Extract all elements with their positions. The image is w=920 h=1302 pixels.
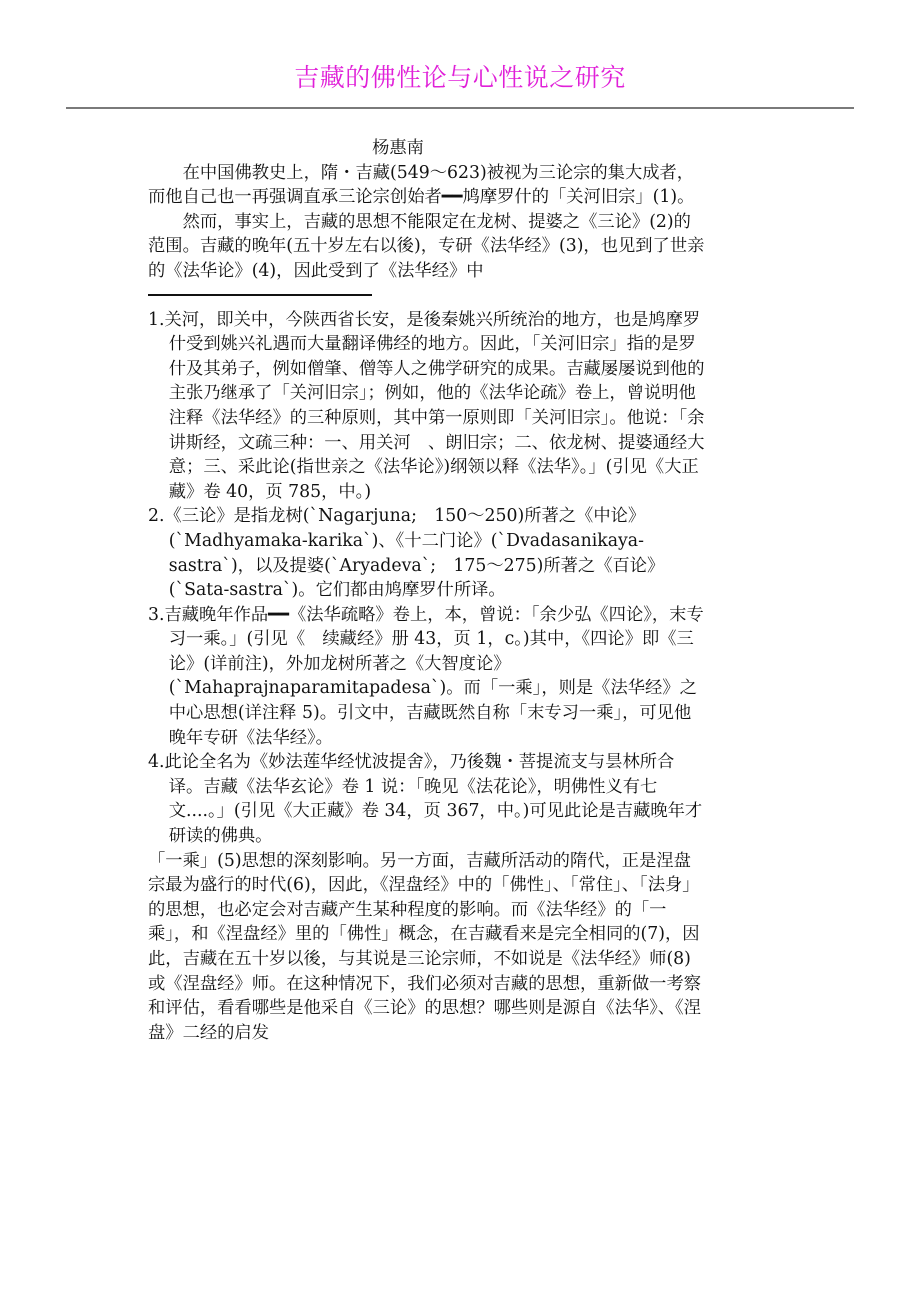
title-divider xyxy=(66,107,854,109)
paragraph-2: 然而，事实上，吉藏的思想不能限定在龙树、提婆之《三论》(2)的范围。吉藏的晚年(五十岁左右以後)，专研《法华经》(3)，也见到了世亲的《法华论》(4)，因此受到了《法华经》中 xyxy=(148,211,705,281)
footnote-2: 2.《三论》是指龙树(`Nagarjuna; 150～250)所著之《中论》(`Madhyamaka-karika`)、《十二门论》(`Dvadasanikaya-sastra`)，以及提婆(`Aryadeva`; 175～275)所著之《百论》(`Sata-sastra`)。它们都由鸠摩罗什所译。 xyxy=(148,506,665,601)
document-body xyxy=(148,136,708,1045)
footnote-1: 1.关河，即关中，今陕西省长安，是後秦姚兴所统治的地方，也是鸠摩罗什受到姚兴礼遇而大量翻译佛经的地方。因此，「关河旧宗」指的是罗什及其弟子，例如僧肇、僧等人之佛学研究的成果。吉藏屡屡说到他的主张乃继承了「关河旧宗」；例如，他的《法华论疏》卷上，曾说明他注释《法华经》的三种原则，其中第一原则即「关河旧宗」。他说：「余讲斯经，文疏三种：一、用关河 、朗旧宗；二、依龙树、提婆通经大意；三、采此论(指世亲之《法华论》)纲领以释《法华》。」(引见《大正藏》卷 40，页 785，中。) xyxy=(148,309,705,502)
footnote-4: 4.此论全名为《妙法莲华经忧波提舍》，乃後魏・菩提流支与昙林所合译。吉藏《法华玄论》卷 1 说：「晚见《法花论》，明佛性义有七文....。」(引见《大正藏》卷 34，页 367，中。)可见此论是吉藏晚年才研读的佛典。 xyxy=(148,752,703,847)
document-title: 吉藏的佛性论与心性说之研究 xyxy=(294,63,626,92)
footnote-3: 3.吉藏晚年作品━━《法华疏略》卷上，本，曾说：「余少弘《四论》，末专习一乘。」(引见《 续藏经》册 43，页 1，c。)其中，《四论》即《三论》(详前注)，外加龙树所著之《大智度论》(`Mahaprajnaparamitapadesa`)。而「一乘」，则是《法华经》之中心思想(详注释 5)。引文中，吉藏既然自称「末专习一乘」，可见他晚年专研《法华经》。 xyxy=(148,604,704,748)
continuation-paragraph: 「一乘」(5)思想的深刻影响。另一方面，吉藏所活动的隋代，正是涅盘宗最为盛行的时代(6)，因此，《涅盘经》中的「佛性」、「常住」、「法身」的思想，也必定会对吉藏产生某种程度的影响。而《法华经》的「一乘」，和《涅盘经》里的「佛性」概念，在吉藏看来是完全相同的(7)，因此，吉藏在五十岁以後，与其说是三论宗师，不如说是《法华经》师(8)或《涅盘经》师。在这种情况下，我们必须对吉藏的思想，重新做一考察和评估，看看哪些是他采自《三论》的思想？哪些则是源自《法华》、《涅盘》二经的启发 xyxy=(148,850,702,1043)
footnote-divider xyxy=(148,294,372,296)
author-name: 杨惠南 xyxy=(372,138,424,158)
paragraph-1: 在中国佛教史上，隋・吉藏(549～623)被视为三论宗的集大成者，而他自己也一再强调直承三论宗创始者━━鸠摩罗什的「关河旧宗」(1)。 xyxy=(148,162,695,208)
